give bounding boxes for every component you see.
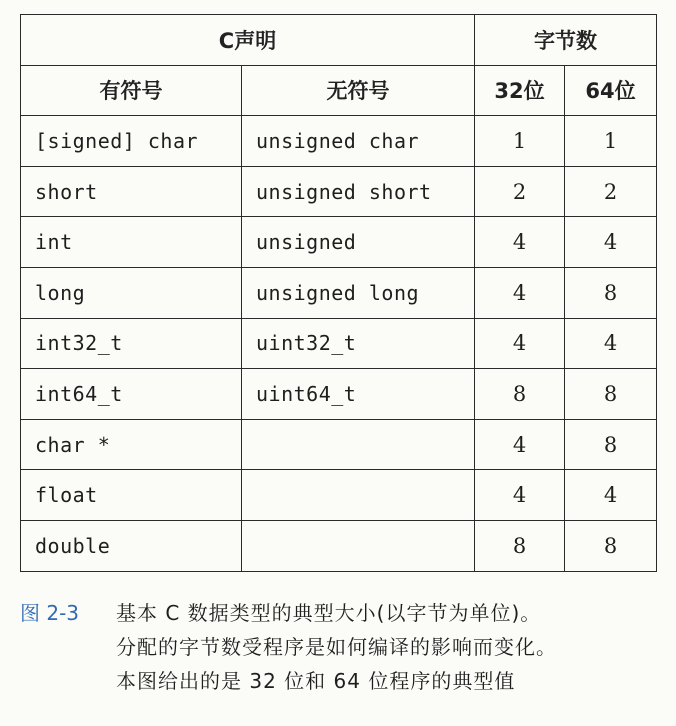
size-32bit-cell: 4 [475, 267, 565, 318]
signed-type-cell: long [21, 267, 242, 318]
header-32bit: 32位 [475, 65, 565, 116]
size-32bit-cell: 4 [475, 419, 565, 470]
caption-line: 本图给出的是 32 位和 64 位程序的典型值 [116, 669, 516, 693]
table-row [21, 419, 657, 470]
size-32bit-cell: 4 [475, 318, 565, 369]
size-64bit-cell: 4 [565, 217, 657, 268]
table-row [21, 470, 657, 521]
signed-type-cell: double [21, 520, 242, 571]
size-32bit-cell: 8 [475, 369, 565, 420]
size-32bit-cell: 4 [475, 470, 565, 521]
unsigned-type-cell: uint32_t [242, 318, 475, 369]
table-row [21, 520, 657, 571]
signed-type-cell: char * [21, 419, 242, 470]
signed-type-cell: int32_t [21, 318, 242, 369]
size-64bit-cell: 4 [565, 470, 657, 521]
unsigned-type-cell [242, 470, 475, 521]
size-64bit-cell: 4 [565, 318, 657, 369]
unsigned-type-cell [242, 419, 475, 470]
caption-line: 分配的字节数受程序是如何编译的影响而变化。 [116, 635, 557, 659]
size-64bit-cell: 1 [565, 116, 657, 167]
unsigned-type-cell: unsigned short [242, 166, 475, 217]
figure-caption [20, 596, 660, 698]
table-row [21, 369, 657, 420]
header-row-top [21, 15, 657, 66]
size-64bit-cell: 2 [565, 166, 657, 217]
unsigned-type-cell [242, 520, 475, 571]
size-32bit-cell: 8 [475, 520, 565, 571]
unsigned-type-cell: uint64_t [242, 369, 475, 420]
signed-type-cell: int [21, 217, 242, 268]
table-row [21, 318, 657, 369]
size-32bit-cell: 4 [475, 217, 565, 268]
header-row-sub [21, 65, 657, 116]
caption-line: 基本 C 数据类型的典型大小(以字节为单位)。 [116, 601, 542, 625]
c-type-size-table [20, 14, 657, 572]
size-32bit-cell: 2 [475, 166, 565, 217]
signed-type-cell: [signed] char [21, 116, 242, 167]
caption-text [116, 596, 660, 698]
size-32bit-cell: 1 [475, 116, 565, 167]
table-row [21, 116, 657, 167]
size-64bit-cell: 8 [565, 267, 657, 318]
size-64bit-cell: 8 [565, 369, 657, 420]
header-byte-count: 字节数 [475, 15, 657, 66]
size-64bit-cell: 8 [565, 520, 657, 571]
figure-label: 图 2-3 [20, 601, 80, 625]
header-unsigned: 无符号 [242, 65, 475, 116]
size-64bit-cell: 8 [565, 419, 657, 470]
unsigned-type-cell: unsigned long [242, 267, 475, 318]
header-c-declaration: C声明 [21, 15, 475, 66]
unsigned-type-cell: unsigned [242, 217, 475, 268]
table-row [21, 217, 657, 268]
table-row [21, 166, 657, 217]
signed-type-cell: int64_t [21, 369, 242, 420]
unsigned-type-cell: unsigned char [242, 116, 475, 167]
signed-type-cell: float [21, 470, 242, 521]
signed-type-cell: short [21, 166, 242, 217]
header-signed: 有符号 [21, 65, 242, 116]
table-row [21, 267, 657, 318]
header-64bit: 64位 [565, 65, 657, 116]
